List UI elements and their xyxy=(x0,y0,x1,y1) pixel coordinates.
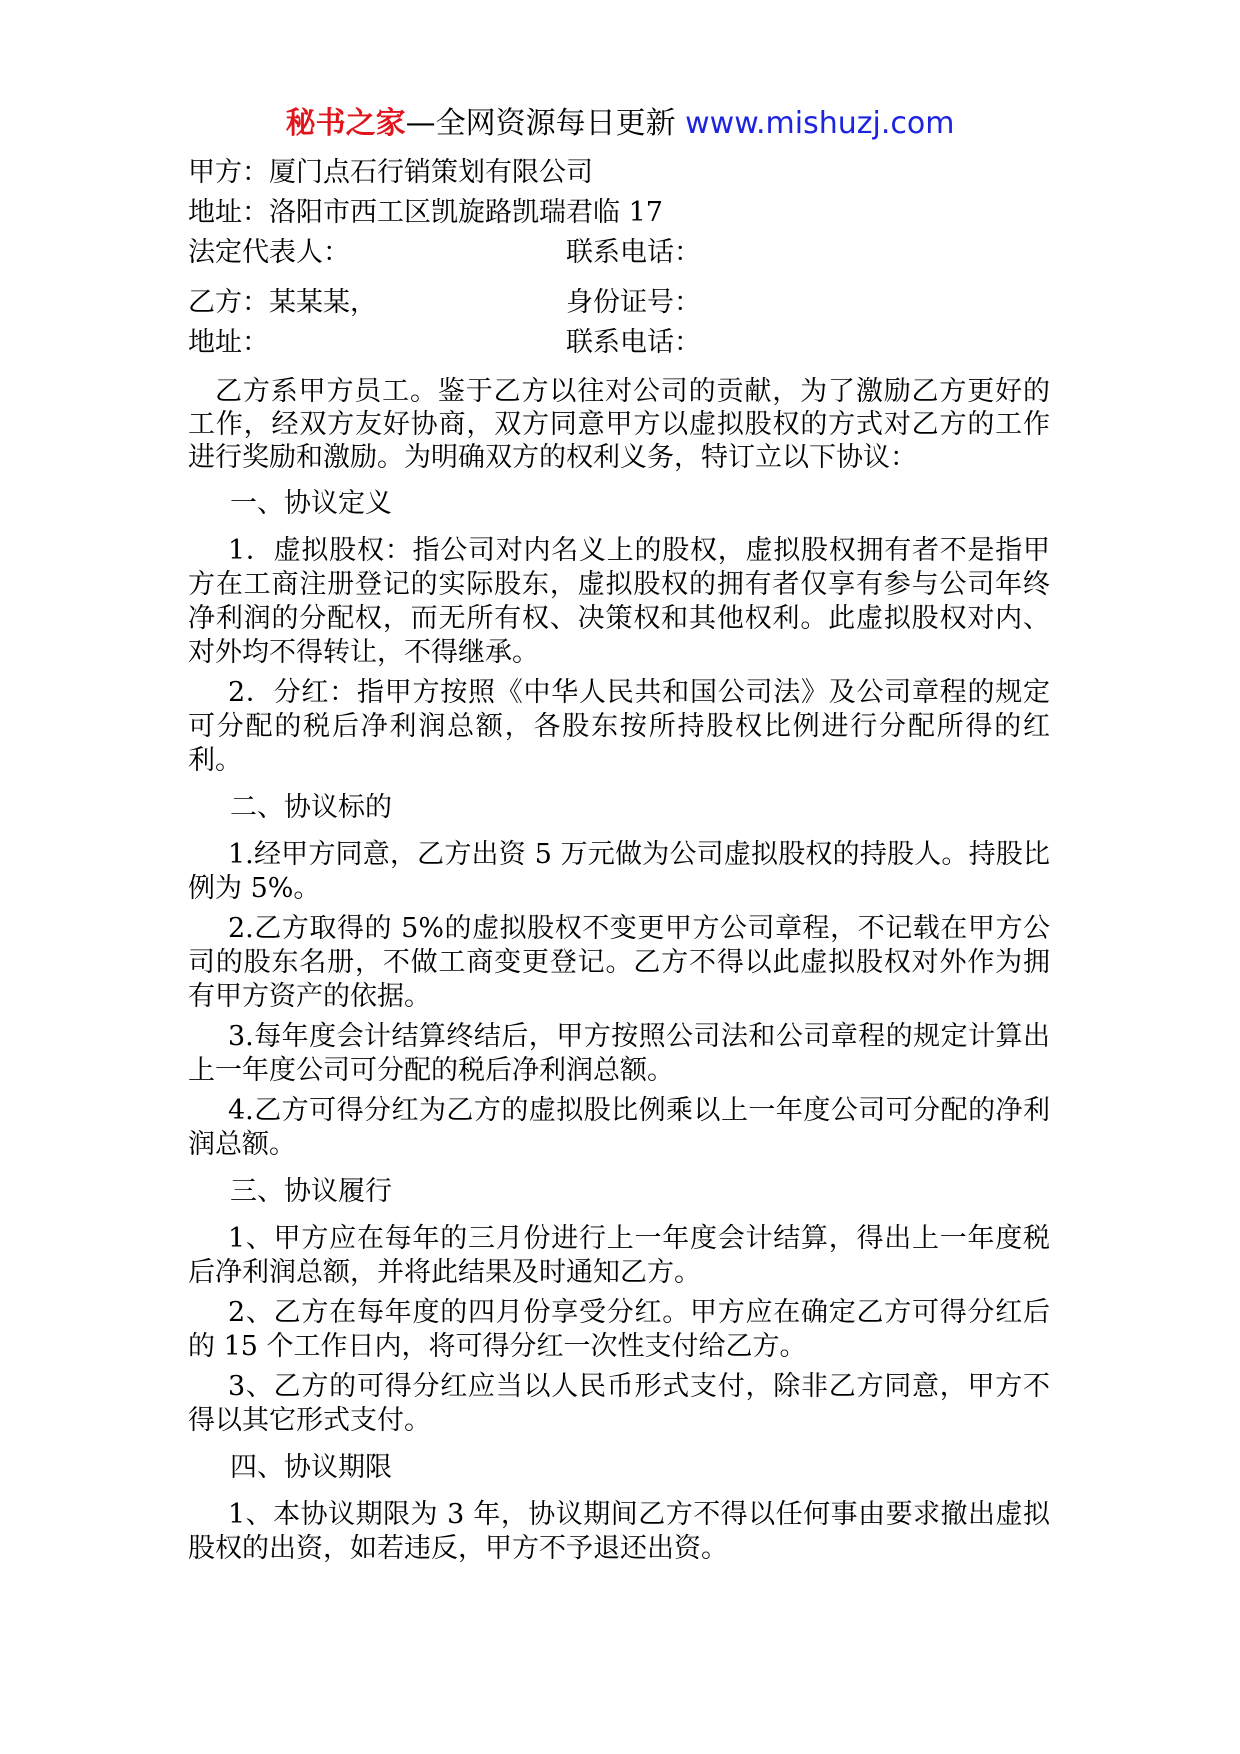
section-performance xyxy=(188,1172,1050,1438)
party-b-phone-label: 联系电话： xyxy=(566,327,701,358)
site-header xyxy=(0,104,1240,144)
party-a-rep-label: 法定代表人： xyxy=(188,237,350,268)
party-a-address: 地址：洛阳市西工区凯旋路凯瑞君临 17 xyxy=(188,197,663,228)
party-a-name-row xyxy=(188,153,1050,193)
contract-body xyxy=(188,153,1050,1572)
section-heading: 二、协议标的 xyxy=(230,792,392,823)
clause: 2．分红：指甲方按照《中华人民共和国公司法》及公司章程的规定可分配的税后净利润总额，各股东按所持股权比例进行分配所得的红利。 xyxy=(188,677,1050,776)
header-slogan: —全网资源每日更新 xyxy=(405,106,676,141)
clause: 3、乙方的可得分红应当以人民币形式支付，除非乙方同意，甲方不得以其它形式支付。 xyxy=(188,1371,1050,1436)
party-b-id-label: 身份证号： xyxy=(566,287,701,318)
clause: 2.乙方取得的 5%的虚拟股权不变更甲方公司章程，不记载在甲方公司的股东名册，不做工商变更登记。乙方不得以此虚拟股权对外作为拥有甲方资产的依据。 xyxy=(188,913,1050,1012)
party-b-name: 乙方：某某某， xyxy=(188,287,377,318)
section-heading: 三、协议履行 xyxy=(230,1176,392,1207)
party-b-address-row xyxy=(188,323,1050,363)
party-b-name-row xyxy=(188,283,1050,323)
section-term xyxy=(188,1448,1050,1566)
section-definitions xyxy=(188,484,1050,778)
clause: 3.每年度会计结算终结后，甲方按照公司法和公司章程的规定计算出上一年度公司可分配的税后净利润总额。 xyxy=(188,1021,1050,1086)
intro-paragraph: 乙方系甲方员工。鉴于乙方以往对公司的贡献，为了激励乙方更好的工作，经双方友好协商，双方同意甲方以虚拟股权的方式对乙方的工作进行奖励和激励。为明确双方的权利义务，特订立以下协议： xyxy=(188,376,1050,473)
clause: 1、甲方应在每年的三月份进行上一年度会计结算，得出上一年度税后净利润总额，并将此结果及时通知乙方。 xyxy=(188,1223,1050,1288)
brand-name: 秘书之家 xyxy=(285,106,406,141)
clause: 1、本协议期限为 3 年，协议期间乙方不得以任何事由要求撤出虚拟股权的出资，如若违反，甲方不予退还出资。 xyxy=(188,1499,1050,1564)
clause: 4.乙方可得分红为乙方的虚拟股比例乘以上一年度公司可分配的净利润总额。 xyxy=(188,1095,1050,1160)
site-url-link[interactable]: www.mishuzj.com xyxy=(685,106,955,141)
party-b-address-label: 地址： xyxy=(188,327,269,358)
party-a-name: 甲方：厦门点石行销策划有限公司 xyxy=(188,157,593,188)
clause: 1.经甲方同意，乙方出资 5 万元做为公司虚拟股权的持股人。持股比例为 5%。 xyxy=(188,839,1050,904)
party-a-rep-row xyxy=(188,233,1050,273)
section-heading: 一、协议定义 xyxy=(230,488,392,519)
section-heading: 四、协议期限 xyxy=(230,1452,392,1483)
clause: 1．虚拟股权：指公司对内名义上的股权，虚拟股权拥有者不是指甲方在工商注册登记的实际股东，虚拟股权的拥有者仅享有参与公司年终净利润的分配权，而无所有权、决策权和其他权利。此虚拟股权对内、对外均不得转让，不得继承。 xyxy=(188,535,1050,668)
section-subject xyxy=(188,788,1050,1162)
party-a-address-row xyxy=(188,193,1050,233)
clause: 2、乙方在每年度的四月份享受分红。甲方应在确定乙方可得分红后的 15 个工作日内，将可得分红一次性支付给乙方。 xyxy=(188,1297,1050,1362)
party-a-phone-label: 联系电话： xyxy=(566,237,701,268)
